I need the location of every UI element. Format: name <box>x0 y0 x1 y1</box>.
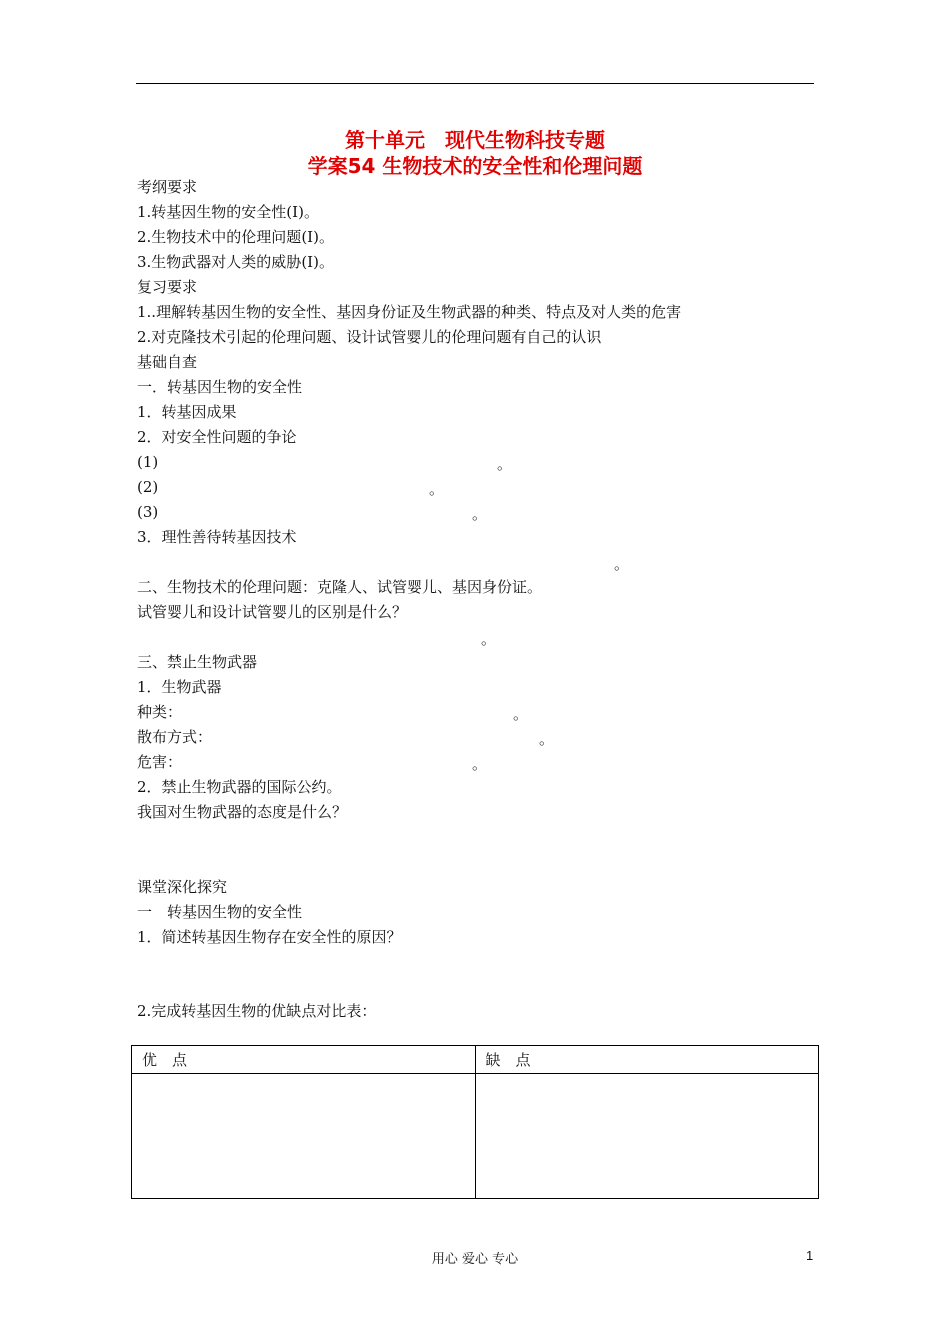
text-line: 2.完成转基因生物的优缺点对比表： <box>137 1002 377 1020</box>
text-line: 试管婴儿和设计试管婴儿的区别是什么？ <box>137 603 408 621</box>
section-heading: 基础自查 <box>137 353 198 371</box>
page-number: 1 <box>806 1248 814 1263</box>
text-line: 危害： <box>137 753 183 771</box>
text-line: 2．禁止生物武器的国际公约。 <box>137 778 342 796</box>
table-header-cons: 缺 点 <box>475 1046 819 1074</box>
blank-end: 。 <box>513 705 529 723</box>
text-line: 3.生物武器对人类的威胁(Ⅰ)。 <box>137 253 334 271</box>
text-line: 1．生物武器 <box>137 678 222 696</box>
blank-end: 。 <box>472 755 488 773</box>
text-line: 种类： <box>137 703 183 721</box>
text-line: 二、生物技术的伦理问题：克隆人、试管婴儿、基因身份证。 <box>137 578 543 596</box>
blank-end: 。 <box>429 480 445 498</box>
section-heading: 考纲要求 <box>137 178 198 196</box>
text-line: (3) <box>137 503 159 521</box>
text-line: 2．对安全性问题的争论 <box>137 428 297 446</box>
header-rule <box>136 83 814 84</box>
blank-end: 。 <box>497 455 513 473</box>
section-heading: 课堂深化探究 <box>137 878 228 896</box>
section-heading: 复习要求 <box>137 278 198 296</box>
comparison-table <box>131 1045 819 1199</box>
text-line: 散布方式： <box>137 728 213 746</box>
table-header-pros: 优 点 <box>132 1046 476 1074</box>
lesson-title: 学案54 生物技术的安全性和伦理问题 <box>307 154 643 178</box>
table-cell-pros[interactable] <box>132 1074 476 1199</box>
blank-end: 。 <box>481 630 497 648</box>
text-line: 2.对克隆技术引起的伦理问题、设计试管婴儿的伦理问题有自己的认识 <box>137 328 602 346</box>
text-line: 一．转基因生物的安全性 <box>137 378 303 396</box>
page-footer: 用心 爱心 专心 <box>431 1252 519 1267</box>
blank-end: 。 <box>614 555 630 573</box>
text-line: 1..理解转基因生物的安全性、基因身份证及生物武器的种类、特点及对人类的危害 <box>137 303 682 321</box>
unit-title: 第十单元 现代生物科技专题 <box>345 128 605 152</box>
text-line: (1) <box>137 453 159 471</box>
text-line: 一 转基因生物的安全性 <box>137 903 303 921</box>
text-line: 2.生物技术中的伦理问题(Ⅰ)。 <box>137 228 334 246</box>
text-line: 1.转基因生物的安全性(Ⅰ)。 <box>137 203 319 221</box>
text-line: 1．转基因成果 <box>137 403 237 421</box>
text-line: 三、禁止生物武器 <box>137 653 258 671</box>
text-line: 1．简述转基因生物存在安全性的原因？ <box>137 928 402 946</box>
text-line: 3．理性善待转基因技术 <box>137 528 297 546</box>
blank-end: 。 <box>539 730 555 748</box>
text-line: 我国对生物武器的态度是什么？ <box>137 803 348 821</box>
table-cell-cons[interactable] <box>475 1074 819 1199</box>
blank-end: 。 <box>472 505 488 523</box>
text-line: (2) <box>137 478 159 496</box>
